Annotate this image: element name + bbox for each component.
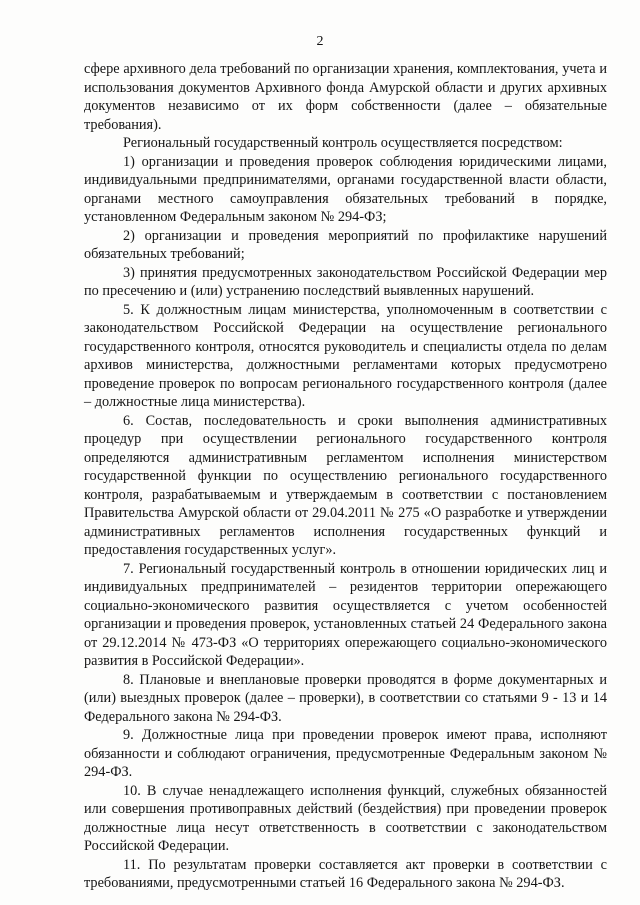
list-item-3: 3) принятия предусмотренных законодательством Российской Федерации мер по пресечению и (или) устранению последствий выявленных нарушений.: [84, 264, 607, 299]
paragraph-9: 9. Должностные лица при проведении проверок имеют права, исполняют обязанности и соблюдают ограничения, предусмотренные Федеральным законом № 294-ФЗ.: [84, 727, 607, 780]
list-item-2: 2) организации и проведения мероприятий по профилактике нарушений обязательных требований;: [84, 227, 607, 262]
paragraph-continuation: сфере архивного дела требований по организации хранения, комплектования, учета и использования документов Архивного фонда Амурской области и других архивных документов независимо от их форм собственности (далее – обязательные требования).: [84, 61, 607, 133]
paragraph-control-means: Региональный государственный контроль осуществляется посредством:: [123, 135, 563, 151]
document-body: [84, 60, 607, 893]
paragraph-6: 6. Состав, последовательность и сроки выполнения административных процедур при осуществлении регионального государственного контроля определяются административным регламентом исполнения министерством государственной функции по осуществлению регионального государственного контроля, разрабатываемым и утверждаемым в соответствии с постановлением Правительства Амурской области от 29.04.2011 № 275 «О разработке и утверждении административных регламентов исполнения государственных функций и предоставления государственных услуг».: [84, 412, 607, 558]
list-item-1: 1) организации и проведения проверок соблюдения юридическими лицами, индивидуальными предпринимателями, органами государственной власти области, органами местного самоуправления обязательных требований в порядке, установленном Федеральным законом № 294-ФЗ;: [84, 153, 607, 225]
paragraph-5: 5. К должностным лицам министерства, уполномоченным в соответствии с законодательством Российской Федерации на осуществление регионального государственного контроля, относятся руководитель и специалисты отдела по делам архивов министерства, должностными регламентами которых предусмотрено проведение проверок по вопросам регионального государственного контроля (далее – должностные лица министерства).: [84, 301, 607, 410]
paragraph-11: 11. По результатам проверки составляется акт проверки в соответствии с требованиями, предусмотренными статьей 16 Федерального закона № 294-ФЗ.: [84, 856, 607, 891]
paragraph-10: 10. В случае ненадлежащего исполнения функций, служебных обязанностей или совершения противоправных действий (бездействия) при проведении проверок должностные лица несут ответственность в соответствии с законодательством Российской Федерации.: [84, 782, 607, 854]
paragraph-8: 8. Плановые и внеплановые проверки проводятся в форме документарных и (или) выездных проверок (далее – проверки), в соответствии со статьями 9 - 13 и 14 Федерального закона № 294-ФЗ.: [84, 671, 607, 725]
paragraph-7: 7. Региональный государственный контроль в отношении юридических лиц и индивидуальных предпринимателей – резидентов территории опережающего социально-экономического развития осуществляется с учетом особенностей организации и проведения проверок, установленных статьей 24 Федерального закона от 29.12.2014 № 473-ФЗ «О территориях опережающего социально-экономического развития в Российской Федерации».: [84, 560, 607, 669]
page-number: 2: [316, 34, 324, 49]
